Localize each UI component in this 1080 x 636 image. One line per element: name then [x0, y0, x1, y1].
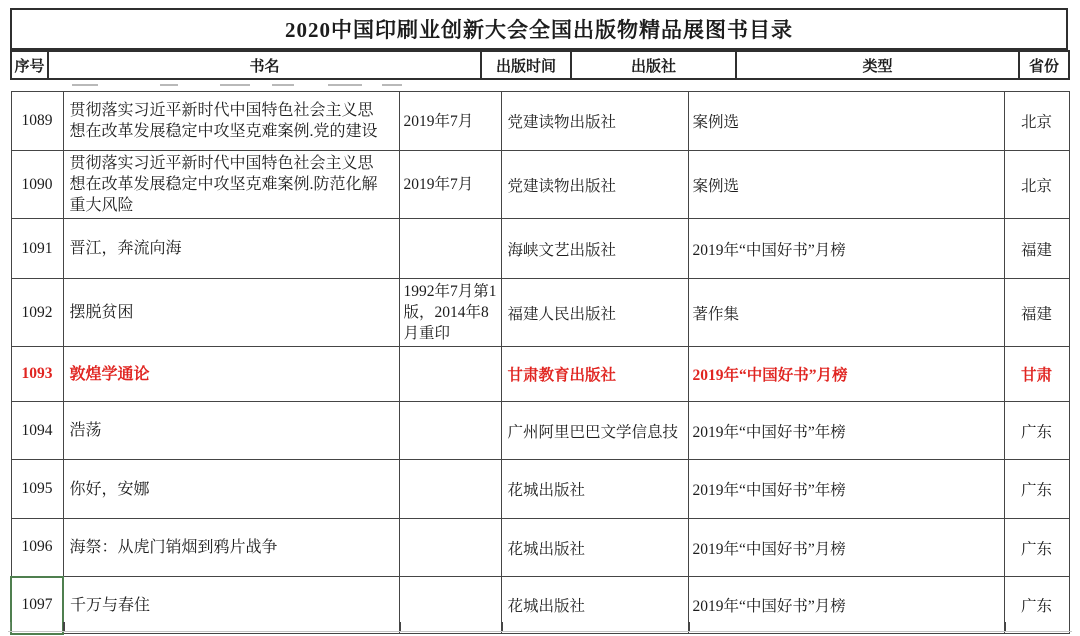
cell-province[interactable]: 广东	[1004, 402, 1069, 460]
cell-serial-selected[interactable]: 1097	[11, 577, 63, 634]
cell-type[interactable]: 2019年“中国好书”月榜	[688, 219, 1004, 279]
cell-book-title[interactable]: 晋江，奔流向海	[63, 219, 399, 279]
catalog-title: 2020中国印刷业创新大会全国出版物精品展图书目录	[10, 8, 1068, 50]
cell-pub-date[interactable]: 1992年7月第1版，2014年8月重印	[399, 279, 501, 347]
cell-book-title[interactable]: 摆脱贫困	[63, 279, 399, 347]
cell-pub-date[interactable]	[399, 402, 501, 460]
cell-province[interactable]: 甘肃	[1004, 347, 1069, 402]
header-row	[10, 50, 1070, 80]
cell-type[interactable]: 2019年“中国好书”月榜	[688, 519, 1004, 577]
cell-publisher[interactable]: 广州阿里巴巴文学信息技	[501, 402, 688, 460]
table-row	[11, 347, 1069, 402]
cell-type[interactable]: 案例选	[688, 151, 1004, 219]
cell-pub-date[interactable]: 2019年7月	[399, 151, 501, 219]
cell-province[interactable]: 福建	[1004, 219, 1069, 279]
cell-book-title[interactable]: 贯彻落实习近平新时代中国特色社会主义思想在改革发展稳定中攻坚克难案例.党的建设	[63, 92, 399, 151]
cell-province[interactable]: 广东	[1004, 577, 1069, 634]
cell-province[interactable]: 北京	[1004, 151, 1069, 219]
cell-pub-date[interactable]	[399, 460, 501, 519]
cell-publisher[interactable]: 花城出版社	[501, 577, 688, 634]
cell-book-title[interactable]: 贯彻落实习近平新时代中国特色社会主义思想在改革发展稳定中攻坚克难案例.防范化解重大风险	[63, 151, 399, 219]
cell-serial[interactable]: 1093	[11, 347, 63, 402]
cell-publisher[interactable]: 花城出版社	[501, 460, 688, 519]
clipped-row-bottom-remnant	[10, 622, 1070, 631]
cell-serial[interactable]: 1094	[11, 402, 63, 460]
cell-type[interactable]: 2019年“中国好书”月榜	[688, 577, 1004, 634]
cell-province[interactable]: 北京	[1004, 92, 1069, 151]
cell-serial[interactable]: 1092	[11, 279, 63, 347]
table-row	[11, 402, 1069, 460]
cell-province[interactable]: 福建	[1004, 279, 1069, 347]
column-header-type[interactable]: 类型	[736, 51, 1019, 79]
table-row	[11, 219, 1069, 279]
cell-type[interactable]: 2019年“中国好书”年榜	[688, 402, 1004, 460]
cell-book-title[interactable]: 海祭：从虎门销烟到鸦片战争	[63, 519, 399, 577]
table-row	[11, 460, 1069, 519]
cell-serial[interactable]: 1090	[11, 151, 63, 219]
cell-type[interactable]: 案例选	[688, 92, 1004, 151]
column-header-province[interactable]: 省份	[1019, 51, 1069, 79]
cell-type[interactable]: 2019年“中国好书”月榜	[688, 347, 1004, 402]
cell-province[interactable]: 广东	[1004, 519, 1069, 577]
table-row	[11, 279, 1069, 347]
cell-book-title[interactable]: 浩荡	[63, 402, 399, 460]
cell-pub-date[interactable]	[399, 219, 501, 279]
cell-type[interactable]: 2019年“中国好书”年榜	[688, 460, 1004, 519]
bottom-cut-line	[8, 631, 1072, 632]
column-header-serial[interactable]: 序号	[11, 51, 48, 79]
table-row	[11, 519, 1069, 577]
cell-book-title[interactable]: 千万与春住	[63, 577, 399, 634]
cell-publisher[interactable]: 甘肃教育出版社	[501, 347, 688, 402]
table-row	[11, 92, 1069, 151]
cell-serial[interactable]: 1096	[11, 519, 63, 577]
cell-publisher[interactable]: 党建读物出版社	[501, 151, 688, 219]
cell-serial[interactable]: 1091	[11, 219, 63, 279]
cell-publisher[interactable]: 海峡文艺出版社	[501, 219, 688, 279]
cell-publisher[interactable]: 花城出版社	[501, 519, 688, 577]
cell-publisher[interactable]: 党建读物出版社	[501, 92, 688, 151]
cell-publisher[interactable]: 福建人民出版社	[501, 279, 688, 347]
table-row	[11, 151, 1069, 219]
cell-province[interactable]: 广东	[1004, 460, 1069, 519]
cell-book-title[interactable]: 敦煌学通论	[63, 347, 399, 402]
cell-serial[interactable]: 1095	[11, 460, 63, 519]
cell-pub-date[interactable]	[399, 519, 501, 577]
cell-pub-date[interactable]	[399, 347, 501, 402]
cell-type[interactable]: 著作集	[688, 279, 1004, 347]
column-header-title[interactable]: 书名	[48, 51, 481, 79]
column-header-publisher[interactable]: 出版社	[571, 51, 736, 79]
column-header-date[interactable]: 出版时间	[481, 51, 571, 79]
catalog-table	[10, 91, 1070, 635]
cell-book-title[interactable]: 你好，安娜	[63, 460, 399, 519]
clipped-row-top-remnant	[10, 80, 1068, 90]
cell-serial[interactable]: 1089	[11, 92, 63, 151]
cell-pub-date[interactable]: 2019年7月	[399, 92, 501, 151]
